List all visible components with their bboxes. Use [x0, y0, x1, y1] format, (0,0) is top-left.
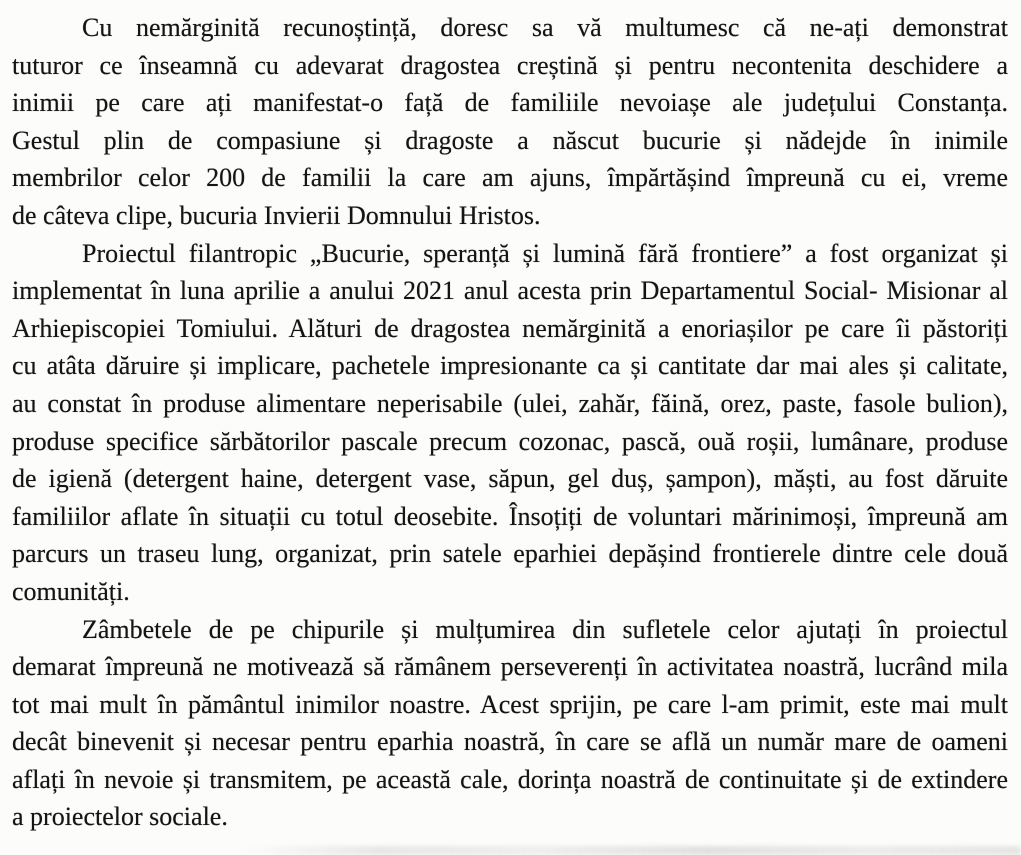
- text-line: Cu nemărginită recunoștință, doresc sa vă multumesc că ne-ați demonstrat: [82, 13, 1008, 42]
- text-line: aflați în nevoie și transmitem, pe această cale, dorința noastră de continuitate și de extindere: [12, 764, 1008, 794]
- text-line: tot mai mult în pământul inimilor noastre. Acest sprijin, pe care l-am primit, este mai mult: [12, 689, 1008, 719]
- text-line: tuturor ce înseamnă cu adevarat dragostea creștină și pentru necontenita deschidere a: [12, 50, 1008, 80]
- paragraph-1: [12, 9, 1008, 235]
- text-line: parcurs un traseu lung, organizat, prin satele eparhiei depășind frontierele dintre cele două: [12, 539, 1008, 569]
- paragraph-3: [12, 611, 1008, 837]
- text-line: de câteva clipe, bucuria Invierii Domnului Hristos.: [12, 200, 541, 230]
- text-line: cu atâta dăruire și implicare, pachetele impresionante ca și cantitate dar mai ales și calitate,: [12, 351, 1008, 381]
- text-line: Zâmbetele de pe chipurile și mulțumirea din sufletele celor ajutați în proiectul: [82, 614, 1008, 644]
- text-line: de igienă (detergent haine, detergent vase, săpun, gel duș, șampon), măști, au fost dăruite: [12, 464, 1008, 494]
- text-line: inimii pe care ați manifestat-o față de familiile nevoiașe ale județului Constanța.: [12, 88, 1008, 118]
- scan-artifact-smudge: [240, 846, 1021, 855]
- text-line: decât binevenit și necesar pentru eparhia noastră, în care se află un număr mare de oameni: [12, 727, 1008, 757]
- text-line: implementat în luna aprilie a anului 2021 anul acesta prin Departamentul Social- Misionar al: [12, 276, 1008, 306]
- text-line: au constat în produse alimentare neperisabile (ulei, zahăr, făină, orez, paste, fasole bulion),: [12, 388, 1008, 418]
- text-line: demarat împreună ne motivează să rămânem perseverenți în activitatea noastră, lucrând mila: [12, 652, 1008, 682]
- text-line: Proiectul filantropic „Bucurie, speranță și lumină fără frontiere” a fost organizat și: [82, 238, 1008, 268]
- text-line: Arhiepiscopiei Tomiului. Alături de dragostea nemărginită a enoriașilor pe care îi păstoriți: [12, 313, 1008, 343]
- text-line: membrilor celor 200 de familii la care am ajuns, împărtășind împreună cu ei, vreme: [12, 163, 1008, 193]
- text-line: produse specifice sărbătorilor pascale precum cozonac, pască, ouă roșii, lumânare, produse: [12, 426, 1008, 456]
- text-line: a proiectelor sociale.: [12, 802, 228, 832]
- text-line: familiilor aflate în situații cu totul deosebite. Însoțiți de voluntari mărinimoși, împreună am: [12, 501, 1008, 531]
- text-line: comunități.: [12, 576, 130, 606]
- text-line: Gestul plin de compasiune și dragoste a născut bucurie și nădejde în inimile: [12, 125, 1008, 155]
- paragraph-2: [12, 235, 1008, 611]
